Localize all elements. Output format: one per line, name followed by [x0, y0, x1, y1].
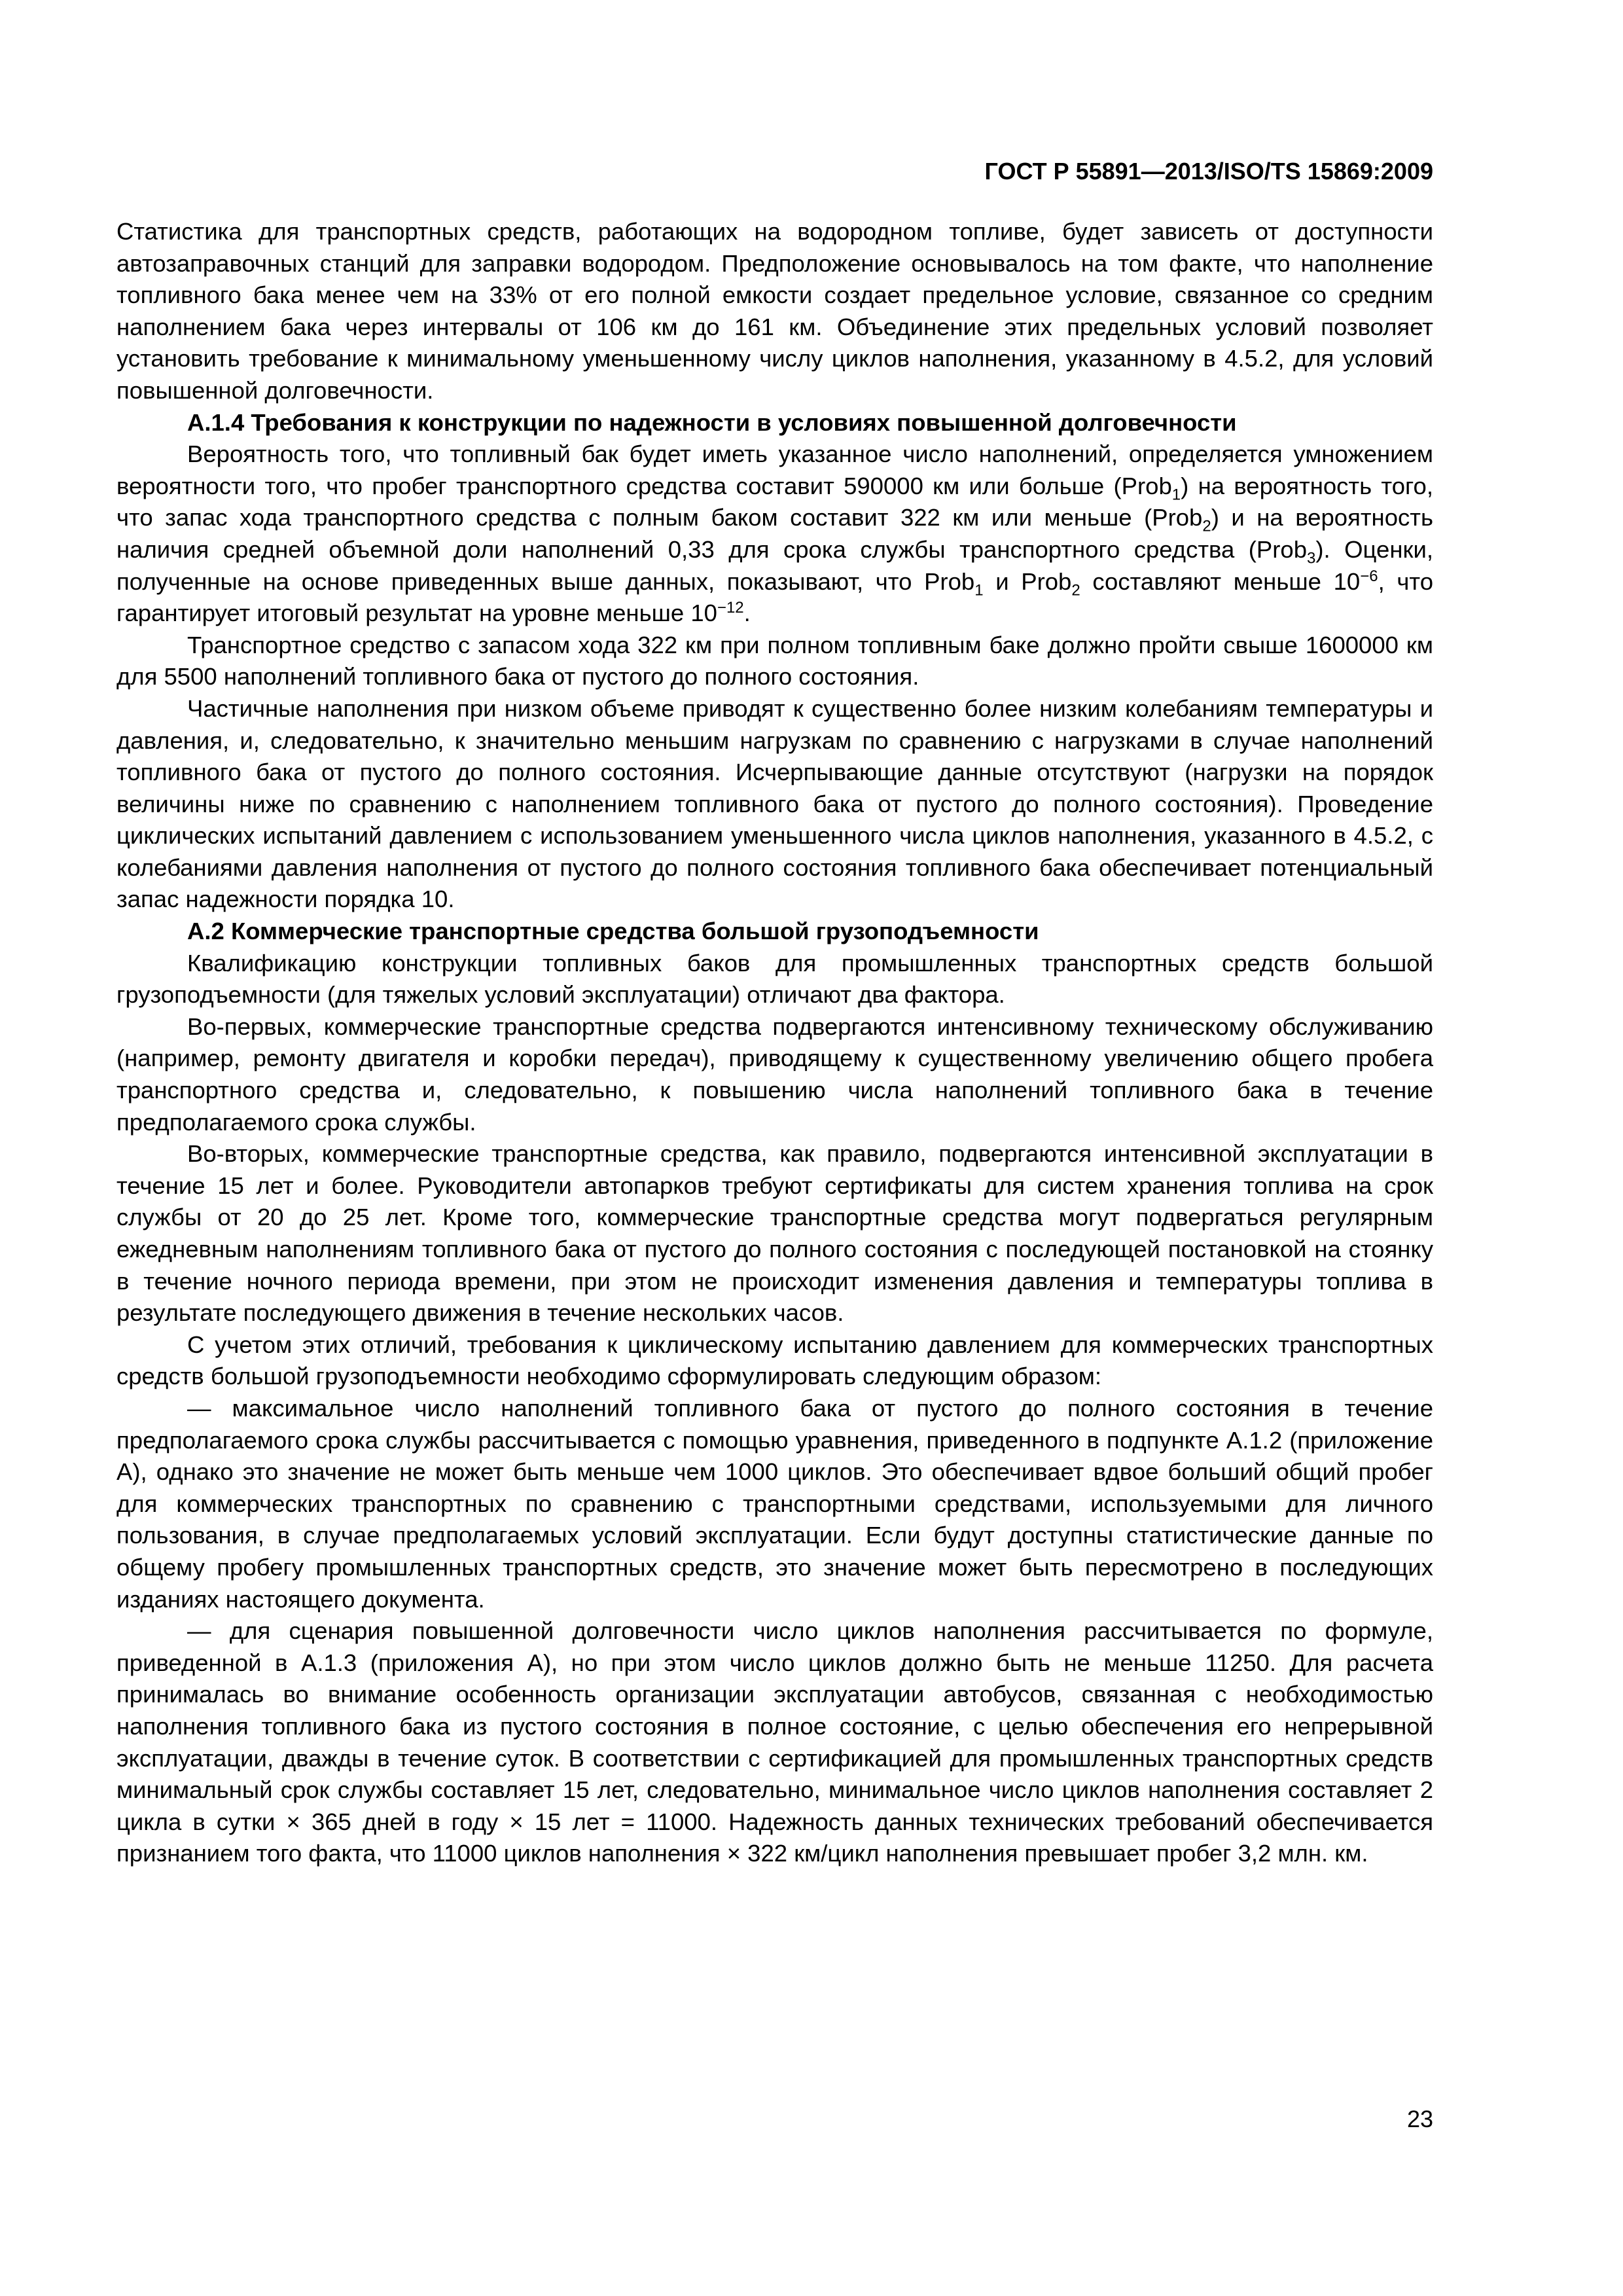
superscript: −6 — [1360, 567, 1378, 585]
subscript: 2 — [1071, 581, 1080, 599]
text-run: и Prob — [983, 567, 1072, 595]
paragraph-requirements-intro: С учетом этих отличий, требования к циклическому испытанию давлением для коммерческих транспортных средств большой грузоподъемности необходимо сформулировать следующим образом: — [116, 1331, 1433, 1390]
section-heading-a-2: А.2 Коммерческие транспортные средства большой грузоподъемности — [187, 918, 1039, 945]
text-run: ) и на вероятность наличия средней объемной доли наполнений 0,33 для срока службы транспортного средства (Prob — [116, 504, 1433, 563]
paragraph-vehicle-range: Транспортное средство с запасом хода 322 км при полном топливным баке должно пройти свыше 1600000 км для 5500 наполнений топливного бака от пустого до полного состояния. — [116, 631, 1433, 691]
document-body — [116, 216, 1433, 1870]
page-number: 23 — [1406, 2106, 1433, 2132]
subscript: 1 — [1171, 486, 1181, 504]
paragraph-probability — [116, 439, 1433, 630]
superscript: −12 — [717, 598, 744, 617]
paragraph-first-factor: Во-первых, коммерческие транспортные средства подвергаются интенсивному техническому обслуживанию (например, ремонту двигателя и коробки передач), приводящему к существенному увеличению общего пробега транспортного средства и, следовательно, к повышению числа наполнений топливного бака в течение предполагаемого срока службы. — [116, 1013, 1433, 1136]
text-run: составляют меньше 10 — [1080, 567, 1361, 595]
subscript: 2 — [1202, 517, 1211, 535]
paragraph-partial-fills: Частичные наполнения при низком объеме приводят к существенно более низким колебаниям температуры и давления, и, следовательно, к значительно меньшим нагрузкам по сравнению с нагрузками в случае наполнений топливного бака от пустого до полного состояния. Исчерпывающие данные отсутствуют (нагрузки на порядок величины ниже по сравнению с наполнением топливного бака от пустого до полного состояния). Проведение циклических испытаний давлением с использованием уменьшенного числа циклов наполнения, указанного в 4.5.2, с колебаниями давления наполнения от пустого до полного состояния топливного бака обеспечивает потенциальный запас надежности порядка 10. — [116, 694, 1433, 913]
subscript: 1 — [974, 581, 984, 599]
paragraph-second-factor: Во-вторых, коммерческие транспортные средства, как правило, подвергаются интенсивной эксплуатации в течение 15 лет и более. Руководители автопарков требуют сертификаты для систем хранения топлива на срок службы от 20 до 25 лет. Кроме того, коммерческие транспортные средства могут подвергаться регулярным ежедневным наполнениям топливного бака от пустого до полного состояния с последующей постановкой на стоянку в течение ночного периода времени, при этом не происходит изменения давления и температуры топлива в результате последующего движения в течение нескольких часов. — [116, 1140, 1433, 1327]
list-item-max-fills: — максимальное число наполнений топливного бака от пустого до полного состояния в течение предполагаемого срока службы рассчитывается с помощью уравнения, приведенного в подпункте А.1.2 (приложение А), однако это значение не может быть меньше чем 1000 циклов. Это обеспечивает вдвое больший общий пробег для коммерческих транспортных по сравнению с транспортными средствами, используемыми для личного пользования, в случае предполагаемых условий эксплуатации. Если будут доступны статистические данные по общему пробегу промышленных транспортных средств, это значение может быть пересмотрено в последующих изданиях настоящего документа. — [116, 1394, 1433, 1613]
text-run: ) на вероятность того, что запас хода транспортного средства с полным баком составит 322 км или меньше (Prob — [116, 472, 1433, 531]
list-item-durability-scenario: — для сценария повышенной долговечности число циклов наполнения рассчитывается по формуле, приведенной в А.1.3 (приложения А), но при этом число циклов должно быть не меньше 11250. Для расчета принималась во внимание особенность организации эксплуатации автобусов, связанная с необходимостью наполнения топливного бака из пустого состояния в полное состояние, с целью обеспечения его непрерывной эксплуатации, дважды в течение суток. В соответствии с сертификацией для промышленных транспортных средств минимальный срок службы составляет 15 лет, следовательно, минимальное число циклов наполнения составляет 2 цикла в сутки × 365 дней в году × 15 лет = 11000. Надежность данных технических требований обеспечивается признанием того факта, что 11000 циклов наполнения × 322 км/цикл наполнения превышает пробег 3,2 млн. км. — [116, 1617, 1433, 1867]
subscript: 3 — [1307, 549, 1316, 567]
document-page — [116, 0, 1433, 2296]
paragraph-statistics: Статистика для транспортных средств, работающих на водородном топливе, будет зависеть от доступности автозаправочных станций для заправки водородом. Предположение основывалось на том факте, что наполнение топливного бака менее чем на 33% от его полной емкости создает предельное условие, связанное со средним наполнением бака через интервалы от 106 км до 161 км. Объединение этих предельных условий позволяет установить требование к минимальному уменьшенному числу циклов наполнения, указанному в 4.5.2, для условий повышенной долговечности. — [116, 218, 1433, 404]
text-run: . — [743, 600, 751, 627]
paragraph-qualification: Квалификацию конструкции топливных баков для промышленных транспортных средств большой грузоподъемности (для тяжелых условий эксплуатации) отличают два фактора. — [116, 949, 1433, 1009]
text-run: , что гарантирует итоговый результат на уровне меньше 10 — [116, 567, 1434, 627]
section-heading-a-1-4: А.1.4 Требования к конструкции по надежности в условиях повышенной долговечности — [187, 408, 1237, 436]
standard-header: ГОСТ Р 55891—2013/ISO/TS 15869:2009 — [984, 158, 1433, 185]
text-run: Вероятность того, что топливный бак будет иметь указанное число наполнений, определяется умножением вероятности того, что пробег транспортного средства составит 590000 км или больше (Prob — [116, 440, 1433, 499]
text-run: ). Оценки, полученные на основе приведенных выше данных, показывают, что Prob — [116, 535, 1433, 595]
